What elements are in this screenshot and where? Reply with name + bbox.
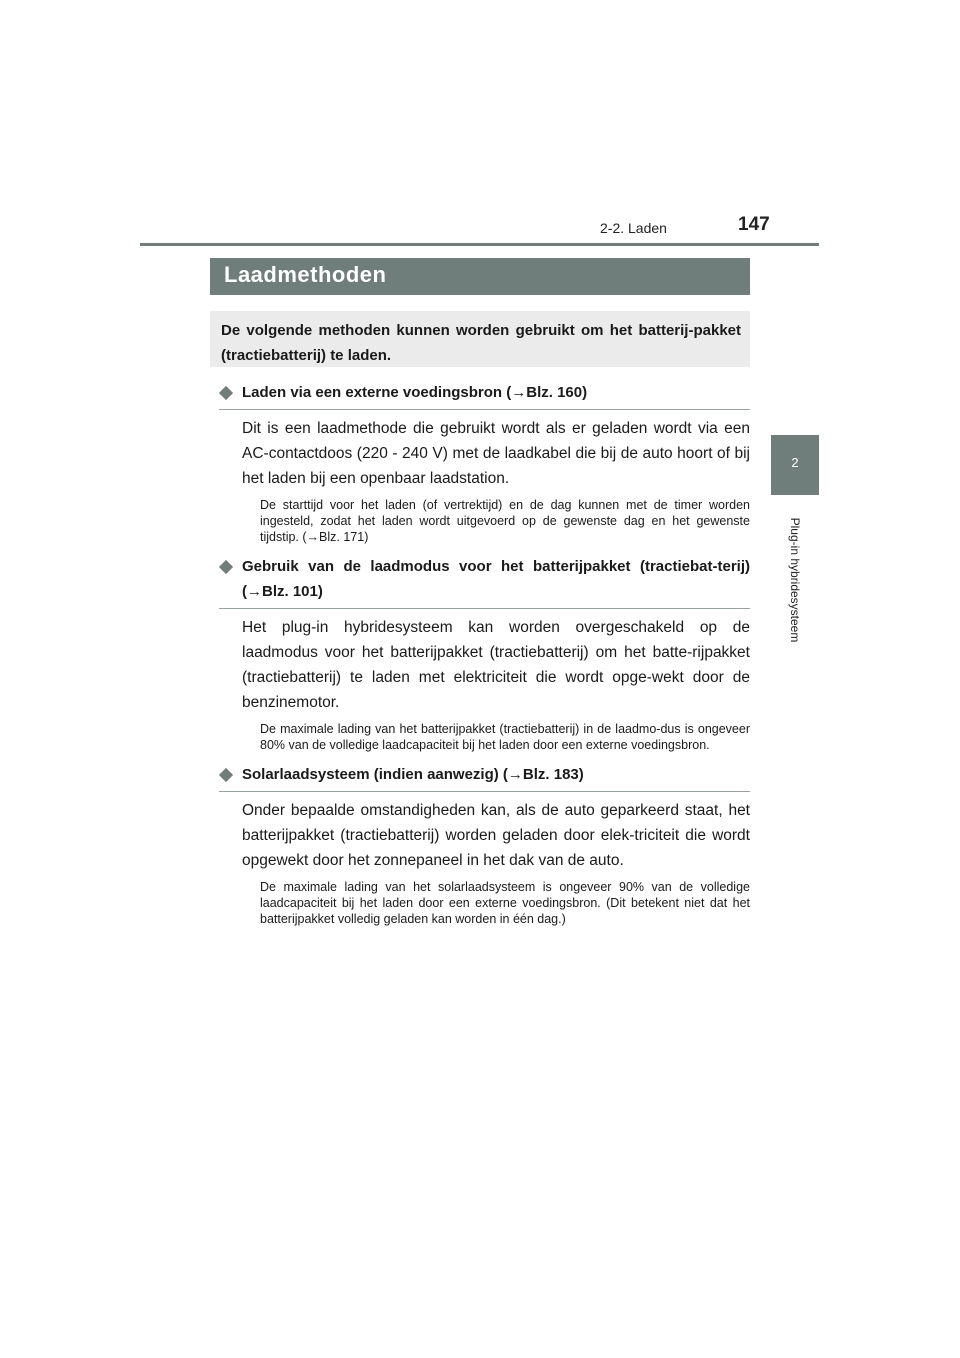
item-note: De maximale lading van het solarlaadsysteem is ongeveer 90% van de volledige laadcapaciteit bij het laden door een externe voedingsbron. (Dit betekent niet dat het batterijpakket volledig geladen kan worden in één dag.) [260,880,750,926]
item-heading [219,554,750,609]
intro-box [210,311,750,367]
header-rule [140,243,819,246]
intro-text: De volgende methoden kunnen worden gebruikt om het batterij-pakket (tractiebatterij) te laden. [221,322,741,364]
section-header: 2-2. Laden [600,220,667,236]
item-body: Het plug-in hybridesysteem kan worden overgeschakeld op de laadmodus voor het batterijpakket (tractiebatterij) om het batte-rijpakket (tractiebatterij) te laden met elektriciteit die wordt opge-wekt door de benzinemotor. [242,619,750,711]
list-item [219,762,750,927]
diamond-bullet-icon [219,768,233,782]
chapter-tab [771,435,819,495]
item-heading-text: Laden via een externe voedingsbron (→Blz. 160) [242,384,588,401]
item-body: Dit is een laadmethode die gebruikt wordt als er geladen wordt via een AC-contactdoos (220 - 240 V) met de laadkabel die bij de auto hoort of bij het laden bij een openbaar laadstation. [242,420,750,487]
item-heading [219,762,750,792]
item-note: De maximale lading van het batterijpakket (tractiebatterij) in de laadmo-dus is ongeveer 80% van de volledige laadcapaciteit bij het laden door een externe voedingsbron. [260,722,750,752]
item-heading [219,380,750,410]
page-number: 147 [738,214,770,235]
chapter-title: Plug-in hybridesysteem [788,517,802,643]
content [219,380,750,936]
chapter-number: 2 [791,455,799,470]
list-item [219,554,750,753]
diamond-bullet-icon [219,560,233,574]
list-item [219,380,750,545]
item-note: De starttijd voor het laden (of vertrektijd) en de dag kunnen met de timer worden ingesteld, zodat het laden wordt uitgevoerd op de gewenste dag en het gewenste tijdstip. (→Blz. 171) [260,498,750,544]
diamond-bullet-icon [219,386,233,400]
title-bar [210,258,750,295]
item-heading-text: Gebruik van de laadmodus voor het batterijpakket (tractiebat-terij) (→Blz. 101) [242,558,750,600]
item-heading-text: Solarlaadsysteem (indien aanwezig) (→Blz. 183) [242,766,584,783]
page-title: Laadmethoden [224,262,387,287]
item-body: Onder bepaalde omstandigheden kan, als de auto geparkeerd staat, het batterijpakket (tractiebatterij) worden geladen door elek-triciteit die wordt opgewekt door het zonnepaneel in het dak van de auto. [242,802,750,869]
